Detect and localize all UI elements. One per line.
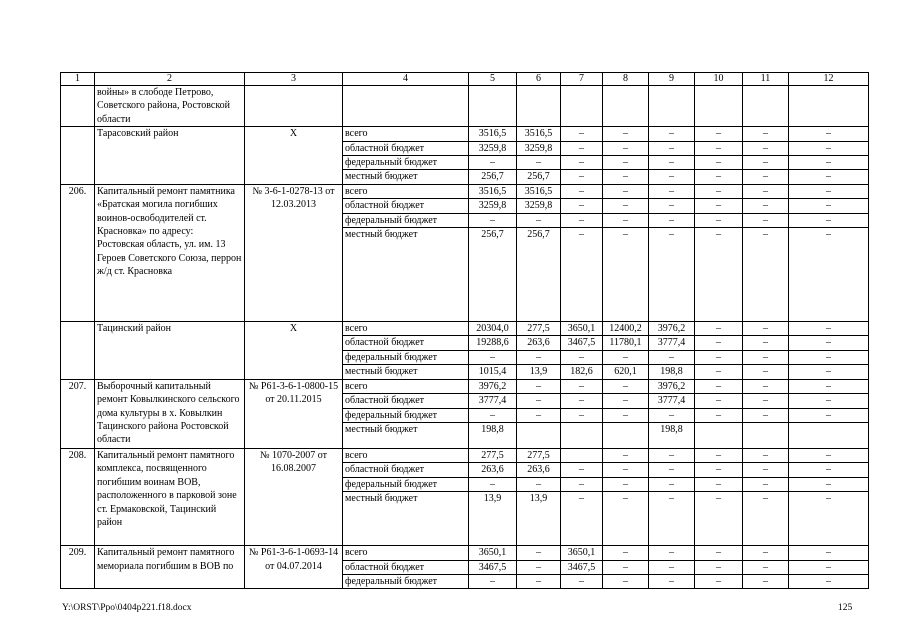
funding-source: местный бюджет [343,365,469,379]
amount-cell: – [789,336,869,350]
document-page [60,72,868,589]
amount-cell: 3650,1 [561,546,603,560]
amount-cell: – [695,463,743,477]
amount-cell: – [789,574,869,588]
header-cell: 2 [95,73,245,86]
amount-cell: – [561,379,603,393]
amount-cell: – [695,336,743,350]
amount-cell: – [603,463,649,477]
header-cell: 1 [61,73,95,86]
amount-cell: – [743,574,789,588]
amount-cell: – [561,141,603,155]
amount-cell: – [695,213,743,227]
table-body [61,73,869,589]
amount-cell: – [603,199,649,213]
amount-cell: – [469,350,517,364]
item-number: 207. [61,379,95,448]
amount-cell: 3259,8 [469,141,517,155]
header-cell: 12 [789,73,869,86]
amount-cell: 277,5 [517,322,561,336]
funding-source: местный бюджет [343,422,469,448]
amount-cell: – [561,350,603,364]
amount-cell: – [695,365,743,379]
amount-cell: – [469,213,517,227]
header-cell: 6 [517,73,561,86]
table-row [61,379,869,393]
funding-source: областной бюджет [343,463,469,477]
amount-cell: – [695,408,743,422]
amount-cell: – [695,184,743,198]
amount-cell: – [695,546,743,560]
item-number [61,86,95,127]
amount-cell: – [603,141,649,155]
amount-cell: – [603,228,649,322]
funding-source: всего [343,127,469,141]
amount-cell: – [789,127,869,141]
amount-cell: – [743,463,789,477]
amount-cell: – [649,477,695,491]
amount-cell: – [603,184,649,198]
amount-cell: 3516,5 [517,184,561,198]
table-row [61,546,869,560]
funding-source: федеральный бюджет [343,213,469,227]
amount-cell: – [743,336,789,350]
amount-cell: – [603,379,649,393]
document-number: № Р61-3-6-1-0693-14 от 04.07.2014 [245,546,343,589]
amount-cell [649,86,695,127]
amount-cell: – [743,492,789,546]
amount-cell: – [695,574,743,588]
amount-cell: 3516,5 [469,184,517,198]
amount-cell: – [789,492,869,546]
amount-cell: – [743,477,789,491]
amount-cell: – [743,560,789,574]
amount-cell: 19288,6 [469,336,517,350]
amount-cell: – [561,492,603,546]
amount-cell: – [743,448,789,462]
amount-cell: – [743,127,789,141]
funding-source: местный бюджет [343,228,469,322]
amount-cell: 263,6 [517,336,561,350]
amount-cell: – [603,492,649,546]
amount-cell: – [743,408,789,422]
object-name: Тарасовский район [95,127,245,185]
amount-cell: 3259,8 [517,199,561,213]
header-cell: 5 [469,73,517,86]
amount-cell: 256,7 [469,170,517,184]
item-number [61,127,95,185]
table-row [61,127,869,141]
amount-cell [561,448,603,462]
document-number: X [245,127,343,185]
funding-source: областной бюджет [343,394,469,408]
amount-cell: 263,6 [469,463,517,477]
amount-cell: – [649,228,695,322]
funding-source: федеральный бюджет [343,156,469,170]
amount-cell: 1015,4 [469,365,517,379]
amount-cell: – [743,184,789,198]
table-row [61,184,869,198]
amount-cell: – [695,394,743,408]
amount-cell: – [695,322,743,336]
amount-cell: – [789,141,869,155]
table-row [61,322,869,336]
amount-cell: 11780,1 [603,336,649,350]
amount-cell: – [743,141,789,155]
amount-cell: 198,8 [649,422,695,448]
item-number: 208. [61,448,95,545]
amount-cell: – [789,170,869,184]
amount-cell: – [789,228,869,322]
amount-cell: – [561,477,603,491]
amount-cell: – [789,350,869,364]
amount-cell: – [603,574,649,588]
amount-cell: – [789,365,869,379]
amount-cell: – [561,574,603,588]
amount-cell: 13,9 [517,365,561,379]
amount-cell: – [789,463,869,477]
amount-cell: – [789,477,869,491]
amount-cell: – [695,156,743,170]
header-cell: 8 [603,73,649,86]
amount-cell: – [789,322,869,336]
amount-cell: – [743,379,789,393]
funding-source: областной бюджет [343,141,469,155]
amount-cell: – [789,560,869,574]
amount-cell: – [649,184,695,198]
header-cell: 11 [743,73,789,86]
amount-cell: – [695,350,743,364]
amount-cell: 3467,5 [469,560,517,574]
funding-source: местный бюджет [343,170,469,184]
amount-cell: – [469,477,517,491]
amount-cell: – [789,408,869,422]
amount-cell [517,422,561,448]
amount-cell: 3777,4 [649,336,695,350]
amount-cell: – [561,184,603,198]
amount-cell: 12400,2 [603,322,649,336]
amount-cell: 620,1 [603,365,649,379]
footer-file-path: Y:\ORST\Ppo\0404p221.f18.docx [62,603,192,613]
amount-cell: – [789,156,869,170]
amount-cell: – [743,365,789,379]
amount-cell: – [695,170,743,184]
amount-cell [695,86,743,127]
funding-source: всего [343,379,469,393]
amount-cell: – [789,379,869,393]
amount-cell [743,422,789,448]
amount-cell: – [517,560,561,574]
amount-cell: 3259,8 [517,141,561,155]
amount-cell: – [789,394,869,408]
amount-cell: – [743,156,789,170]
object-name: Выборочный капитальный ремонт Ковылкинского сельского дома культуры в х. Ковылкин Тацинского района Ростовской области [95,379,245,448]
amount-cell: – [561,170,603,184]
amount-cell: – [743,199,789,213]
amount-cell: – [649,141,695,155]
amount-cell: – [517,408,561,422]
amount-cell: – [469,574,517,588]
amount-cell: – [603,213,649,227]
item-number: 206. [61,184,95,321]
amount-cell: – [561,463,603,477]
amount-cell [603,86,649,127]
amount-cell [695,422,743,448]
amount-cell: – [695,492,743,546]
funding-source: областной бюджет [343,560,469,574]
amount-cell: 256,7 [517,170,561,184]
amount-cell: – [561,408,603,422]
amount-cell: 198,8 [469,422,517,448]
amount-cell: 20304,0 [469,322,517,336]
header-cell: 7 [561,73,603,86]
amount-cell: – [561,127,603,141]
amount-cell: – [743,228,789,322]
table-row [61,448,869,462]
object-name: Капитальный ремонт памятника «Братская могила погибших воинов-освободителей ст. Красновка» по адресу: Ростовская область, ул. им. 13 Героев Советского Союза, перрон ж/д ст. Красновка [95,184,245,321]
amount-cell: – [603,560,649,574]
amount-cell: – [743,170,789,184]
amount-cell: 277,5 [517,448,561,462]
amount-cell: – [743,394,789,408]
amount-cell: 3976,2 [649,322,695,336]
amount-cell: – [695,141,743,155]
funding-source: всего [343,322,469,336]
amount-cell: – [695,477,743,491]
amount-cell: 3516,5 [469,127,517,141]
funding-source: федеральный бюджет [343,350,469,364]
amount-cell: – [649,213,695,227]
amount-cell: – [517,394,561,408]
amount-cell: – [789,184,869,198]
amount-cell: – [649,156,695,170]
amount-cell: – [743,546,789,560]
amount-cell: – [649,560,695,574]
document-number: № 3-6-1-0278-13 от 12.03.2013 [245,184,343,321]
funding-source: местный бюджет [343,492,469,546]
amount-cell: – [695,228,743,322]
amount-cell: 263,6 [517,463,561,477]
amount-cell [517,86,561,127]
amount-cell [789,422,869,448]
amount-cell: – [695,127,743,141]
amount-cell: 3467,5 [561,560,603,574]
amount-cell: – [561,228,603,322]
amount-cell: 13,9 [517,492,561,546]
amount-cell: 3777,4 [469,394,517,408]
amount-cell: – [695,199,743,213]
funding-source: областной бюджет [343,336,469,350]
funding-source: федеральный бюджет [343,408,469,422]
amount-cell: 3259,8 [469,199,517,213]
amount-cell: – [603,127,649,141]
amount-cell: 256,7 [469,228,517,322]
amount-cell: – [517,350,561,364]
funding-source: федеральный бюджет [343,574,469,588]
amount-cell: – [789,546,869,560]
amount-cell: – [649,408,695,422]
amount-cell: – [649,492,695,546]
header-cell: 10 [695,73,743,86]
item-number: 209. [61,546,95,589]
funding-source: всего [343,546,469,560]
amount-cell: 3467,5 [561,336,603,350]
amount-cell: 3777,4 [649,394,695,408]
document-number: № Р61-3-6-1-0800-15 от 20.11.2015 [245,379,343,448]
amount-cell: – [603,448,649,462]
amount-cell: – [517,546,561,560]
amount-cell: – [649,448,695,462]
amount-cell: – [603,170,649,184]
amount-cell: 3650,1 [469,546,517,560]
object-name: Капитальный ремонт памятного мемориала погибшим в ВОВ по [95,546,245,589]
amount-cell: – [743,350,789,364]
amount-cell: – [649,170,695,184]
amount-cell: – [561,199,603,213]
amount-cell: 3650,1 [561,322,603,336]
amount-cell: – [649,574,695,588]
amount-cell: – [561,394,603,408]
amount-cell: – [649,350,695,364]
amount-cell: – [517,156,561,170]
amount-cell: – [603,350,649,364]
amount-cell: – [649,463,695,477]
amount-cell: – [517,213,561,227]
amount-cell: – [469,408,517,422]
amount-cell: – [695,560,743,574]
amount-cell: 198,8 [649,365,695,379]
amount-cell [469,86,517,127]
amount-cell: – [603,156,649,170]
amount-cell [743,86,789,127]
table-row [61,86,869,127]
funding-source [343,86,469,127]
amount-cell: – [603,394,649,408]
document-number: X [245,322,343,380]
amount-cell: – [649,546,695,560]
amount-cell [561,86,603,127]
footer-page-number: 125 [838,603,853,613]
amount-cell: – [743,213,789,227]
amount-cell: 277,5 [469,448,517,462]
funding-source: всего [343,184,469,198]
amount-cell: – [603,408,649,422]
amount-cell: – [789,199,869,213]
budget-table [60,72,869,589]
document-number: № 1070-2007 от 16.08.2007 [245,448,343,545]
item-number [61,322,95,380]
document-number [245,86,343,127]
amount-cell: – [603,477,649,491]
amount-cell: – [695,379,743,393]
amount-cell: 182,6 [561,365,603,379]
amount-cell: – [469,156,517,170]
funding-source: областной бюджет [343,199,469,213]
amount-cell [603,422,649,448]
object-name: Тацинский район [95,322,245,380]
amount-cell: 13,9 [469,492,517,546]
funding-source: федеральный бюджет [343,477,469,491]
object-name: Капитальный ремонт памятного комплекса, посвященного погибшим воинам ВОВ, расположенного в парковой зоне ст. Ермаковской, Тацинский район [95,448,245,545]
amount-cell: – [517,574,561,588]
amount-cell: – [603,546,649,560]
amount-cell: 256,7 [517,228,561,322]
amount-cell: – [561,156,603,170]
header-cell: 4 [343,73,469,86]
amount-cell: – [649,199,695,213]
amount-cell: – [517,379,561,393]
amount-cell: – [561,213,603,227]
amount-cell: 3976,2 [649,379,695,393]
amount-cell: 3976,2 [469,379,517,393]
amount-cell [789,86,869,127]
header-cell: 3 [245,73,343,86]
header-row [61,73,869,86]
amount-cell: – [517,477,561,491]
amount-cell: – [649,127,695,141]
header-cell: 9 [649,73,695,86]
amount-cell: – [743,322,789,336]
amount-cell: – [789,213,869,227]
amount-cell: 3516,5 [517,127,561,141]
funding-source: всего [343,448,469,462]
amount-cell: – [695,448,743,462]
amount-cell [561,422,603,448]
amount-cell: – [789,448,869,462]
object-name: войны» в слободе Петрово, Советского района, Ростовской области [95,86,245,127]
